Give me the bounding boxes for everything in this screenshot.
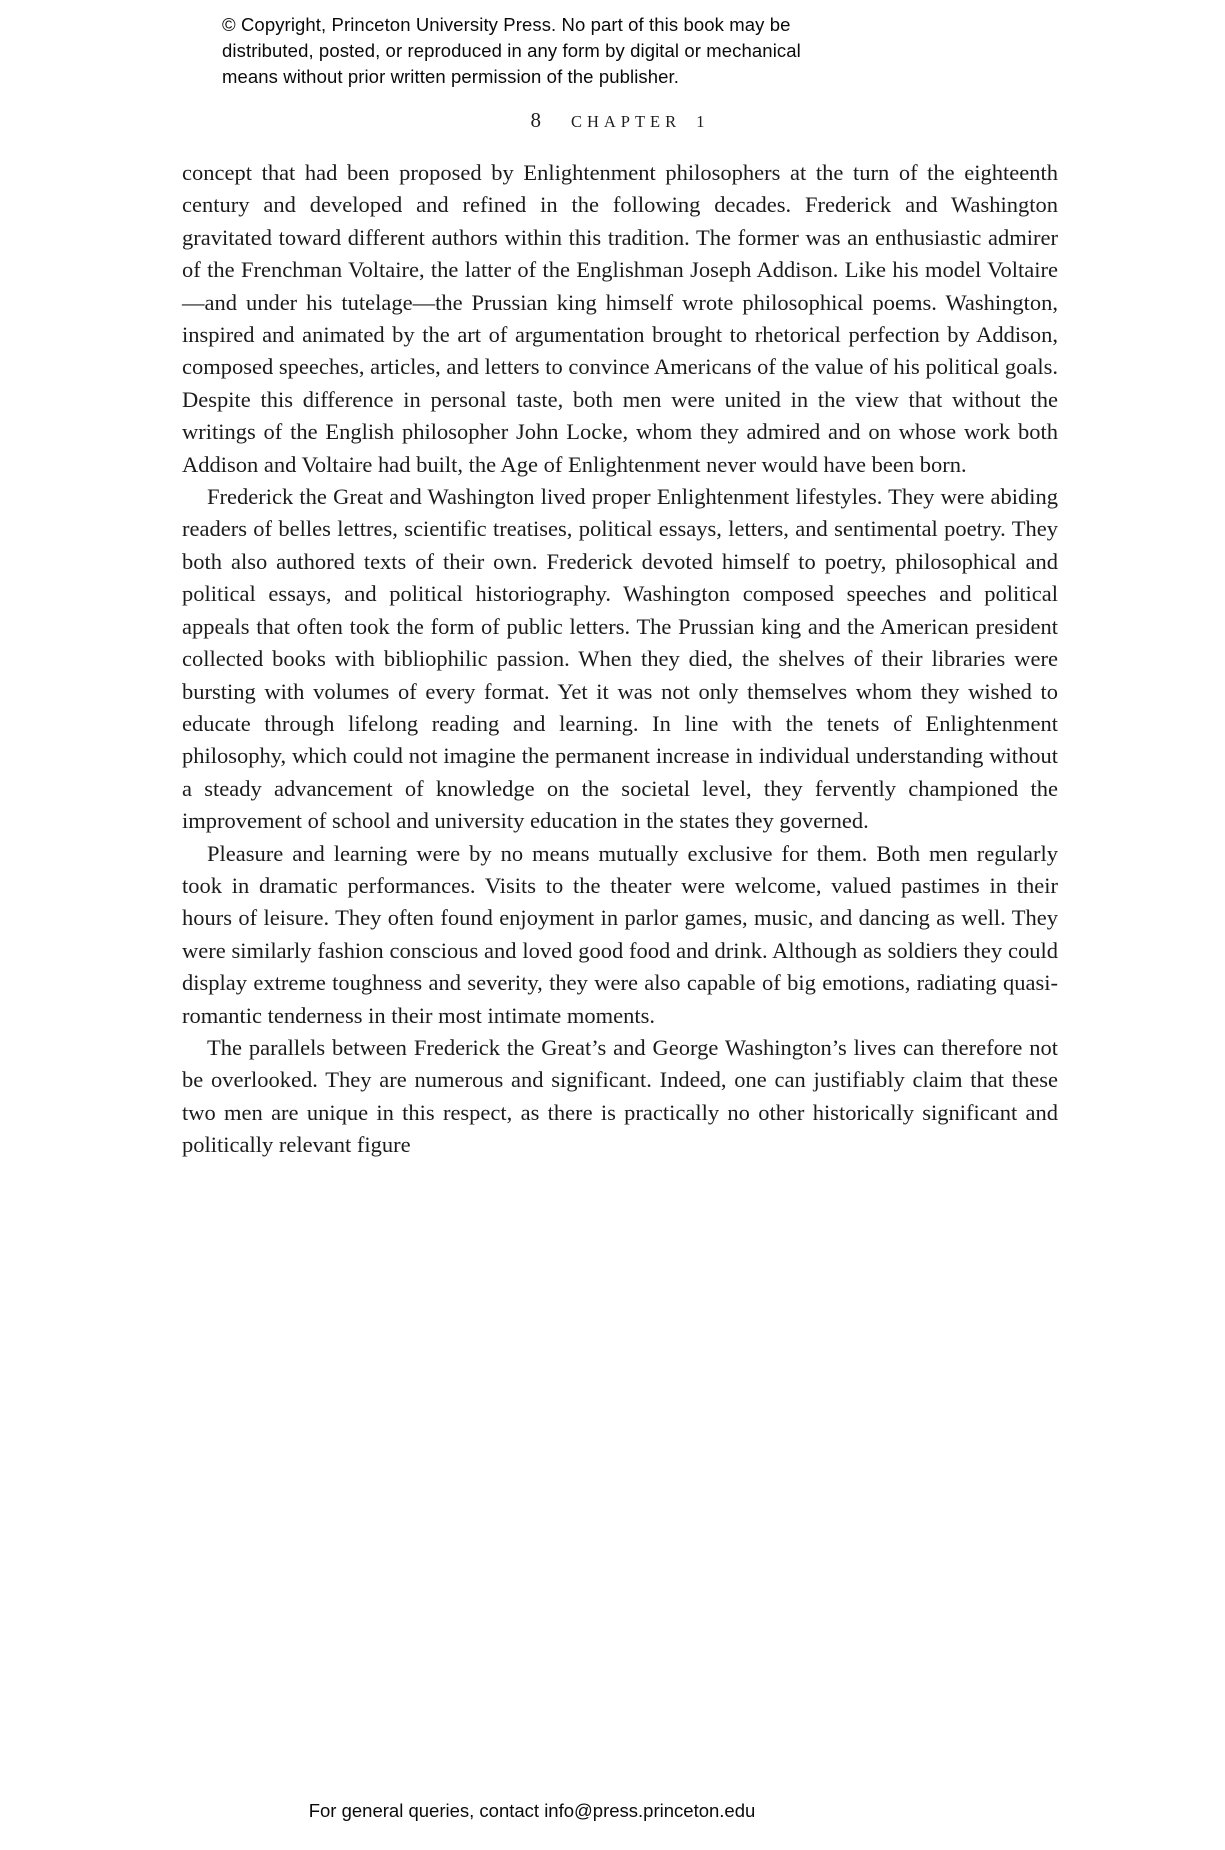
paragraph-1: concept that had been proposed by Enlightenment philosophers at the turn of the eighteenth century and developed and refined in the following decades. Frederick and Washington gravitated toward different authors within this tradition. The former was an enthusiastic admirer of the Frenchman Voltaire, the latter of the Englishman Joseph Addison. Like his model Voltaire—and under his tutelage—the Prussian king himself wrote philosophical poems. Washington, inspired and animated by the art of argumentation brought to rhetorical perfection by Addison, composed speeches, articles, and letters to convince Americans of the value of his political goals. Despite this difference in personal taste, both men were united in the view that without the writings of the English philosopher John Locke, whom they admired and on whose work both Addison and Voltaire had built, the Age of Enlightenment never would have been born. [182, 160, 1058, 477]
chapter-label: CHAPTER 1 [570, 112, 710, 131]
running-header [182, 108, 1058, 133]
copyright-line-3: means without prior written permission of the publisher. [222, 66, 680, 87]
copyright-line-1: © Copyright, Princeton University Press. No part of this book may be [222, 14, 791, 35]
copyright-notice [222, 12, 801, 90]
body-text [182, 157, 1058, 1162]
page-number: 8 [530, 108, 541, 132]
paragraph-3: Pleasure and learning were by no means mutually exclusive for them. Both men regularly took in dramatic performances. Visits to the theater were welcome, valued pastimes in their hours of leisure. They often found enjoyment in parlor games, music, and dancing as well. They were similarly fashion conscious and loved good food and drink. Although as soldiers they could display extreme toughness and severity, they were also capable of big emotions, radiating quasi-romantic tenderness in their most intimate moments. [182, 840, 1058, 1028]
page-footer [182, 1800, 882, 1822]
copyright-line-2: distributed, posted, or reproduced in any form by digital or mechanical [222, 40, 801, 61]
footer-query-text: For general queries, contact info@press.princeton.edu [308, 1800, 756, 1821]
paragraph-2: Frederick the Great and Washington lived proper Enlightenment lifestyles. They were abiding readers of belles lettres, scientific treatises, political essays, letters, and sentimental poetry. They both also authored texts of their own. Frederick devoted himself to poetry, philosophical and political essays, and political historiography. Washington composed speeches and political appeals that often took the form of public letters. The Prussian king and the American president collected books with bibliophilic passion. When they died, the shelves of their libraries were bursting with volumes of every format. Yet it was not only themselves whom they wished to educate through lifelong reading and learning. In line with the tenets of Enlightenment philosophy, which could not imagine the permanent increase in individual understanding without a steady advancement of knowledge on the societal level, they fervently championed the improvement of school and university education in the states they governed. [182, 484, 1058, 834]
paragraph-4: The parallels between Frederick the Great’s and George Washington’s lives can therefore not be overlooked. They are numerous and significant. Indeed, one can justifiably claim that these two men are unique in this respect, as there is practically no other historically significant and politically relevant figure [182, 1034, 1058, 1158]
